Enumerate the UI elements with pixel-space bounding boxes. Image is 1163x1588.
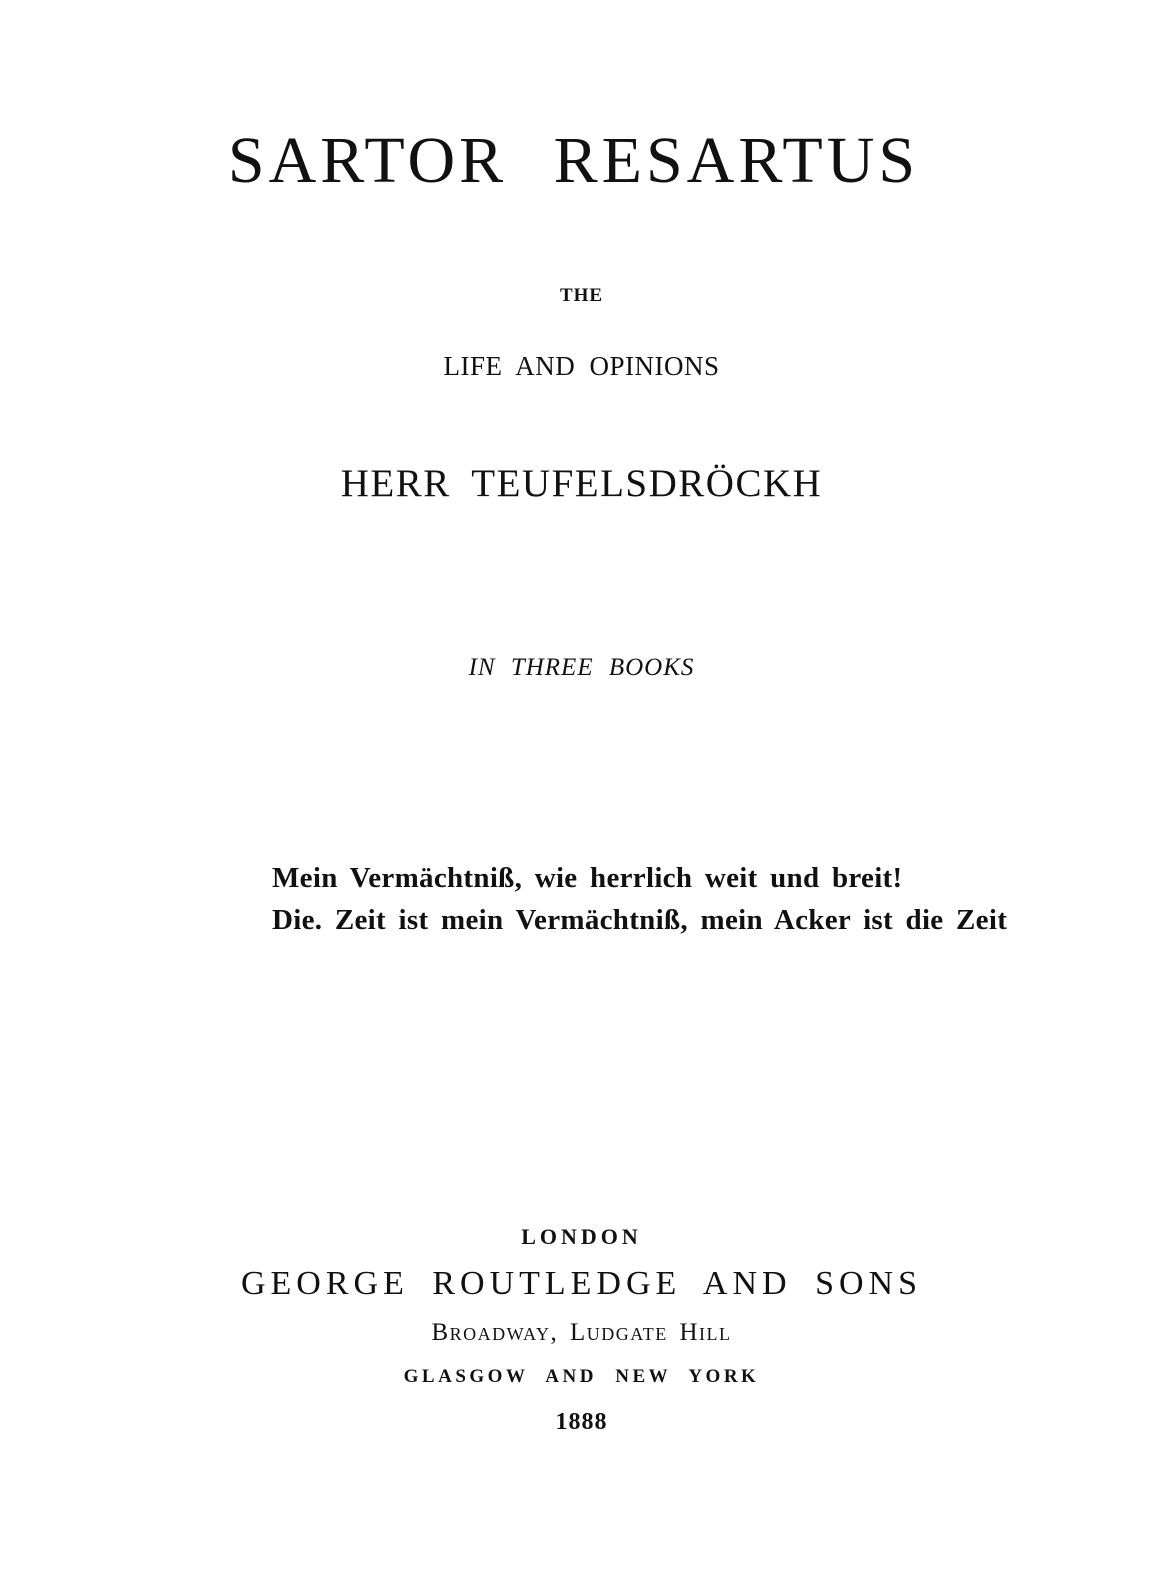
character-name: HERR TEUFELSDRÖCKH [340,462,823,505]
volumes-note: IN THREE BOOKS [468,654,695,681]
subtitle: LIFE AND OPINIONS [443,351,720,381]
publication-year: 1888 [555,1409,608,1435]
motto-line-1: Mein Vermächtniß, wie herrlich weit und breit! [272,862,903,894]
motto-line-2: Die. Zeit ist mein Vermächtniß, mein Acker ist die Zeit [272,904,1008,936]
imprint-city: LONDON [521,1224,642,1249]
imprint-other-cities: GLASGOW AND NEW YORK [403,1366,760,1387]
article-the: THE [559,285,604,306]
publisher-address: Broadway, Ludgate Hill [431,1319,732,1346]
publisher-name: GEORGE ROUTLEDGE AND SONS [240,1265,923,1302]
book-title: SARTOR RESARTUS [227,124,920,197]
